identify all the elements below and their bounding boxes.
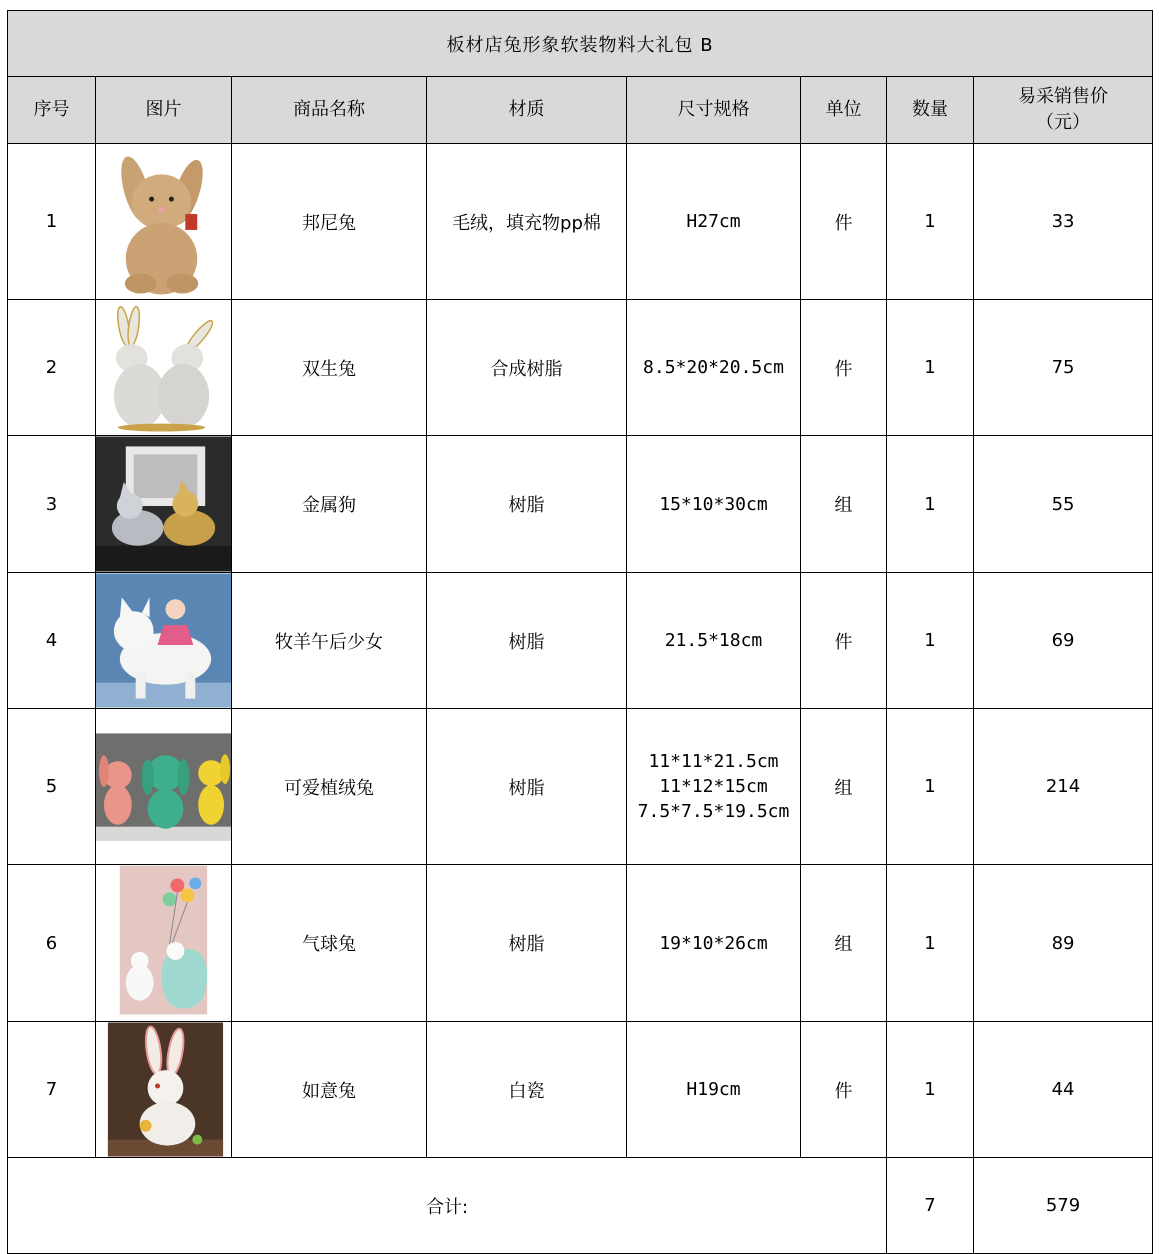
header-qty: 数量 [887, 77, 974, 144]
cell-image [96, 1022, 232, 1158]
cell-size [627, 573, 801, 709]
cell-material: 树脂 [427, 865, 627, 1022]
metal-dogs-image [96, 436, 231, 572]
cell-unit: 组 [801, 436, 887, 573]
cell-material: 合成树脂 [427, 300, 627, 436]
cell-price: 214 [974, 709, 1153, 865]
cell-image [96, 436, 232, 573]
header-price-line2: （元） [1036, 112, 1091, 133]
header-name: 商品名称 [232, 77, 427, 144]
total-label: 合计: [8, 1158, 887, 1254]
size-line: 11*11*21.5cm [648, 751, 779, 772]
size-line: 19*10*26cm [659, 932, 768, 954]
cell-price: 55 [974, 436, 1153, 573]
table-row [8, 144, 1153, 300]
cell-name: 邦尼兔 [232, 144, 427, 300]
cell-index: 7 [8, 1022, 96, 1158]
flocked-rabbits-image [96, 709, 231, 864]
header-price-line1: 易采销售价 [1018, 86, 1109, 107]
cell-image [96, 144, 232, 300]
cell-price: 44 [974, 1022, 1153, 1158]
size-line: 21.5*18cm [664, 630, 763, 651]
cell-size [627, 1022, 801, 1158]
cell-size [627, 436, 801, 573]
header-price [974, 77, 1153, 144]
cell-material: 树脂 [427, 436, 627, 573]
cell-qty: 1 [887, 573, 974, 709]
cell-price: 89 [974, 865, 1153, 1022]
header-unit: 单位 [801, 77, 887, 144]
cell-name: 可爱植绒兔 [232, 709, 427, 865]
size-line: H27cm [686, 211, 741, 232]
cell-index: 5 [8, 709, 96, 865]
cell-size [627, 144, 801, 300]
cell-size [627, 300, 801, 436]
cell-index: 6 [8, 865, 96, 1022]
size-line: 7.5*7.5*19.5cm [637, 801, 790, 822]
cell-material: 树脂 [427, 573, 627, 709]
table-row [8, 300, 1153, 436]
cell-price: 75 [974, 300, 1153, 436]
cell-image [96, 865, 232, 1022]
total-qty: 7 [887, 1158, 974, 1254]
cell-price: 33 [974, 144, 1153, 300]
cell-size [627, 865, 801, 1022]
header-index: 序号 [8, 77, 96, 144]
size-line: 8.5*20*20.5cm [643, 357, 784, 378]
cell-qty: 1 [887, 1022, 974, 1158]
cell-material: 白瓷 [427, 1022, 627, 1158]
header-material: 材质 [427, 77, 627, 144]
header-image: 图片 [96, 77, 232, 144]
table-row [8, 865, 1153, 1022]
total-row [8, 1158, 1153, 1254]
dog-girl-image [96, 573, 231, 708]
table-row [8, 709, 1153, 865]
cell-image [96, 709, 232, 865]
table-row [8, 573, 1153, 709]
cell-qty: 1 [887, 709, 974, 865]
ruyi-rabbit-image [96, 1022, 231, 1157]
cell-index: 3 [8, 436, 96, 573]
cell-unit: 件 [801, 144, 887, 300]
cell-index: 2 [8, 300, 96, 436]
product-table [7, 10, 1153, 1254]
cell-unit: 件 [801, 1022, 887, 1158]
cell-name: 双生兔 [232, 300, 427, 436]
cell-unit: 件 [801, 573, 887, 709]
cell-qty: 1 [887, 865, 974, 1022]
cell-name: 如意兔 [232, 1022, 427, 1158]
plush-rabbit-image [96, 144, 231, 299]
cell-name: 气球兔 [232, 865, 427, 1022]
size-line: H19cm [686, 1079, 741, 1100]
cell-index: 1 [8, 144, 96, 300]
cell-name: 金属狗 [232, 436, 427, 573]
cell-price: 69 [974, 573, 1153, 709]
cell-material: 树脂 [427, 709, 627, 865]
cell-image [96, 573, 232, 709]
cell-material: 毛绒，填充物pp棉 [427, 144, 627, 300]
cell-qty: 1 [887, 436, 974, 573]
cell-image [96, 300, 232, 436]
cell-size [627, 709, 801, 865]
table-row [8, 1022, 1153, 1158]
table-title: 板材店兔形象软装物料大礼包 B [8, 11, 1153, 77]
twin-rabbits-image [96, 300, 231, 435]
table-row [8, 436, 1153, 573]
cell-unit: 件 [801, 300, 887, 436]
cell-unit: 组 [801, 865, 887, 1022]
cell-qty: 1 [887, 300, 974, 436]
size-line: 15*10*30cm [659, 493, 768, 515]
header-size: 尺寸规格 [627, 77, 801, 144]
total-price: 579 [974, 1158, 1153, 1254]
cell-index: 4 [8, 573, 96, 709]
cell-name: 牧羊午后少女 [232, 573, 427, 709]
size-line: 11*12*15cm [659, 776, 768, 797]
cell-unit: 组 [801, 709, 887, 865]
balloon-rabbit-image [96, 865, 231, 1021]
cell-qty: 1 [887, 144, 974, 300]
